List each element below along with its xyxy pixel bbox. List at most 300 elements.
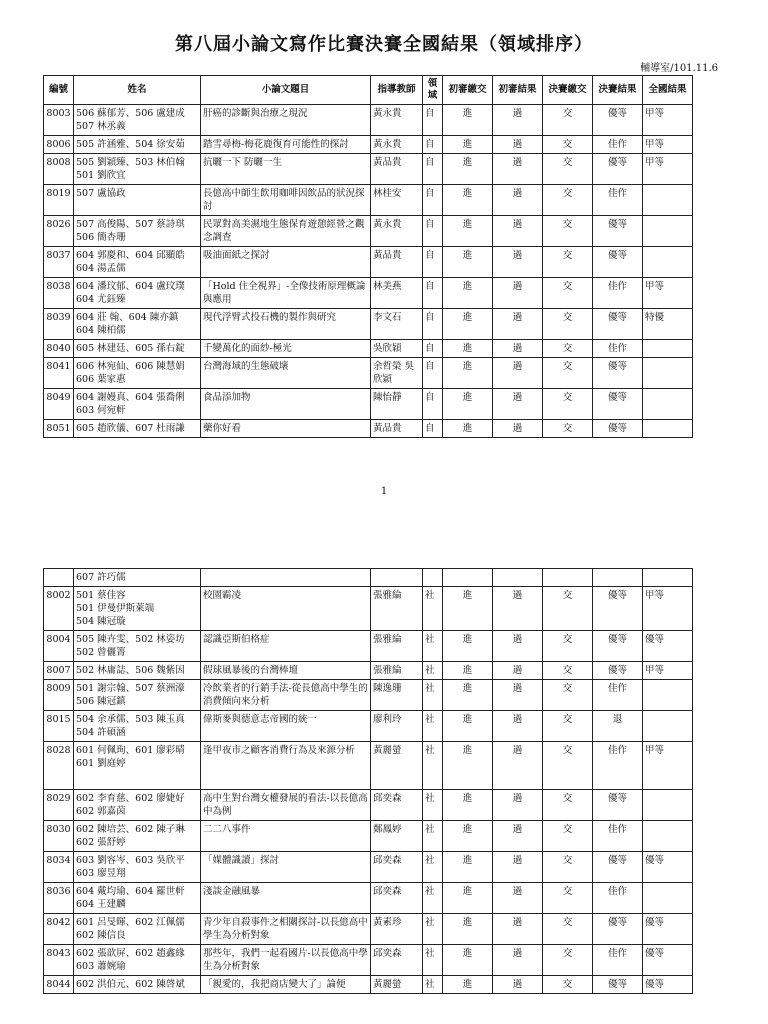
- cell-final-result: 佳作: [593, 945, 643, 976]
- cell-names: [74, 976, 201, 994]
- cell-final-submit: 交: [543, 680, 593, 711]
- student-name-line: 604 謝嫚真、604 張喬俐: [76, 392, 185, 403]
- cell-topic: 「親愛的，我把商店變大了」論便: [201, 976, 371, 994]
- student-name-line: 601 何佩珣、601 廖彩晴: [76, 745, 185, 756]
- cell-topic: 踏雪尋梅-梅花鹿復育可能性的探討: [201, 136, 371, 154]
- student-name-line: 602 李育慈、602 廖婕好: [76, 793, 185, 804]
- cell-number: 8036: [44, 883, 74, 914]
- cell-first-result: 過: [493, 662, 543, 680]
- cell-topic: 台灣海域的生態破壞: [201, 358, 371, 389]
- cell-final-result: 優等: [593, 662, 643, 680]
- cell-names: [74, 247, 201, 278]
- cell-number: 8006: [44, 136, 74, 154]
- cell-national-result: [643, 711, 693, 742]
- student-name-line: 603 蕭婉瑜: [76, 961, 126, 972]
- cell-national-result: 甲等: [643, 105, 693, 136]
- student-name-line: 501 蔡佳容: [76, 590, 126, 601]
- cell-first-result: 過: [493, 945, 543, 976]
- office-date: 輔導室/101.11.6: [640, 63, 718, 74]
- cell-first-result: 過: [493, 154, 543, 185]
- cell-teacher: 吳欣穎: [371, 340, 423, 358]
- cell-final-result: 佳作: [593, 883, 643, 914]
- cell-names: [74, 309, 201, 340]
- table-row: [44, 821, 693, 852]
- student-name-line: 604 湯孟儒: [76, 263, 126, 274]
- cell-names: [74, 389, 201, 420]
- cell-first-submit: 進: [443, 105, 493, 136]
- cell-final-submit: 交: [543, 309, 593, 340]
- cell-number: 8049: [44, 389, 74, 420]
- cell-final-result: 優等: [593, 154, 643, 185]
- cell-final-submit: 交: [543, 662, 593, 680]
- student-name-line: 607 許巧儒: [76, 572, 126, 583]
- cell-field: 社: [423, 821, 443, 852]
- student-name-line: 604 潘玟郁、604 盧玟璞: [76, 281, 185, 292]
- cell-teacher: 邱奕森: [371, 945, 423, 976]
- cell-final-result: 優等: [593, 914, 643, 945]
- cell-national-result: [643, 389, 693, 420]
- table-row: [44, 340, 693, 358]
- header-names: 姓名: [74, 76, 201, 105]
- cell-names: [74, 278, 201, 309]
- cell-national-result: 甲等: [643, 662, 693, 680]
- cell-teacher: 林美燕: [371, 278, 423, 309]
- cell-final-submit: 交: [543, 105, 593, 136]
- cell-first-submit: 進: [443, 587, 493, 631]
- cell-field: 社: [423, 711, 443, 742]
- cell-number: 8019: [44, 185, 74, 216]
- cell-number: 8042: [44, 914, 74, 945]
- cell-field: 社: [423, 976, 443, 994]
- cell-field: 社: [423, 631, 443, 662]
- cell-topic: 「Hold 住全視界」-全像技術原理概論與應用: [201, 278, 371, 309]
- cell-final-result: 佳作: [593, 185, 643, 216]
- table-row: [44, 569, 693, 587]
- cell-number: 8041: [44, 358, 74, 389]
- student-name-line: 601 劉庭婷: [76, 758, 126, 769]
- cell-teacher: 黃麗螢: [371, 742, 423, 790]
- cell-topic: 吸油面紙之探討: [201, 247, 371, 278]
- cell-topic: 二二八事件: [201, 821, 371, 852]
- cell-field: 自: [423, 247, 443, 278]
- cell-first-result: 過: [493, 883, 543, 914]
- cell-field: 社: [423, 680, 443, 711]
- cell-first-submit: 進: [443, 420, 493, 438]
- student-name-line: 505 許涵雅、504 徐安茹: [76, 139, 185, 150]
- cell-national-result: [643, 790, 693, 821]
- cell-final-result: 佳作: [593, 340, 643, 358]
- table-row: [44, 631, 693, 662]
- cell-first-submit: 進: [443, 852, 493, 883]
- header-final-result: 決賽結果: [593, 76, 643, 105]
- cell-number: 8029: [44, 790, 74, 821]
- cell-first-result: 過: [493, 278, 543, 309]
- cell-final-result: 優等: [593, 309, 643, 340]
- cell-names: [74, 852, 201, 883]
- results-table-page-2: [43, 568, 693, 994]
- cell-topic: 淺談金融風暴: [201, 883, 371, 914]
- cell-final-result: 佳作: [593, 742, 643, 790]
- document-title: 第八屆小論文寫作比賽決賽全國結果（領域排序）: [175, 34, 593, 55]
- cell-teacher: 邱奕森: [371, 852, 423, 883]
- cell-names: [74, 914, 201, 945]
- cell-number: 8051: [44, 420, 74, 438]
- student-name-line: 603 劉容岑、603 吳欣平: [76, 855, 185, 866]
- cell-topic: 千變萬化的面紗-極光: [201, 340, 371, 358]
- cell-field: 自: [423, 309, 443, 340]
- cell-teacher: 黃永貴: [371, 136, 423, 154]
- cell-first-submit: 進: [443, 309, 493, 340]
- cell-field: 自: [423, 154, 443, 185]
- cell-final-submit: 交: [543, 914, 593, 945]
- cell-final-result: 佳作: [593, 821, 643, 852]
- cell-final-submit: 交: [543, 821, 593, 852]
- student-name-line: 507 高俊陽、507 蔡詩琪: [76, 219, 185, 230]
- table-row: [44, 216, 693, 247]
- cell-topic: 校園霸凌: [201, 587, 371, 631]
- cell-final-submit: 交: [543, 852, 593, 883]
- student-name-line: 603 何宛軒: [76, 405, 126, 416]
- student-name-line: 601 呂旻暉、602 江佩儒: [76, 917, 185, 928]
- student-name-line: 505 劉穎臻、503 林伯翰: [76, 157, 185, 168]
- cell-teacher: 李文石: [371, 309, 423, 340]
- cell-first-submit: 進: [443, 711, 493, 742]
- cell-national-result: 甲等: [643, 742, 693, 790]
- cell-final-submit: 交: [543, 883, 593, 914]
- header-no: 編號: [44, 76, 74, 105]
- cell-names: [74, 420, 201, 438]
- cell-topic: 肝癌的診斷與治療之現況: [201, 105, 371, 136]
- cell-names: [74, 711, 201, 742]
- cell-first-submit: 進: [443, 821, 493, 852]
- cell-national-result: [643, 216, 693, 247]
- cell-final-submit: 交: [543, 216, 593, 247]
- cell-first-result: 過: [493, 914, 543, 945]
- document-page-1: [0, 0, 768, 508]
- cell-first-result: 過: [493, 216, 543, 247]
- cell-topic: 現代浮臂式投石機的製作與研究: [201, 309, 371, 340]
- cell-first-submit: 進: [443, 631, 493, 662]
- cell-names: [74, 742, 201, 790]
- cell-topic: 「媒體識讀」探討: [201, 852, 371, 883]
- student-name-line: 506 蘇郁芳、506 盧建成: [76, 108, 185, 119]
- cell-names: [74, 154, 201, 185]
- cell-first-submit: 進: [443, 136, 493, 154]
- cell-first-result: 過: [493, 680, 543, 711]
- cell-number: 8044: [44, 976, 74, 994]
- cell-national-result: [643, 680, 693, 711]
- table-row: [44, 358, 693, 389]
- cell-final-result: 優等: [593, 216, 643, 247]
- cell-final-result: 佳作: [593, 136, 643, 154]
- header-field: 領域: [423, 76, 443, 105]
- student-name-line: 604 戴均瑜、604 羅世軒: [76, 886, 185, 897]
- cell-field: 自: [423, 216, 443, 247]
- cell-names: [74, 662, 201, 680]
- cell-topic: 認識亞斯伯格症: [201, 631, 371, 662]
- student-name-line: 605 趙欣儀、607 杜雨謙: [76, 423, 185, 434]
- cell-names: [74, 790, 201, 821]
- table-row: [44, 945, 693, 976]
- cell-national-result: 甲等: [643, 136, 693, 154]
- student-name-line: 602 張舒婷: [76, 837, 126, 848]
- cell-number: 8043: [44, 945, 74, 976]
- cell-number: [44, 569, 74, 587]
- cell-first-result: 過: [493, 358, 543, 389]
- cell-field: 社: [423, 883, 443, 914]
- cell-first-submit: 進: [443, 945, 493, 976]
- cell-number: 8003: [44, 105, 74, 136]
- cell-number: 8007: [44, 662, 74, 680]
- cell-final-result: [593, 569, 643, 587]
- cell-national-result: [643, 821, 693, 852]
- student-name-line: 602 洪伯元、602 陳啓斌: [76, 979, 185, 990]
- cell-first-result: 過: [493, 587, 543, 631]
- cell-final-result: 優等: [593, 389, 643, 420]
- cell-teacher: 鄭鳳婷: [371, 821, 423, 852]
- student-name-line: 501 謝宗翰、507 蔡洲濠: [76, 683, 185, 694]
- cell-field: 社: [423, 662, 443, 680]
- student-name-line: 504 余承儒、503 陳玉真: [76, 714, 185, 725]
- cell-field: 自: [423, 278, 443, 309]
- cell-final-submit: 交: [543, 185, 593, 216]
- cell-number: 8039: [44, 309, 74, 340]
- student-name-line: 602 郭嘉茵: [76, 806, 126, 817]
- student-name-line: 506 陳冠鎮: [76, 696, 126, 707]
- cell-first-result: 過: [493, 631, 543, 662]
- student-name-line: 501 伊曼伊斯萊端: [76, 603, 155, 614]
- cell-names: [74, 136, 201, 154]
- cell-teacher: 黃品貴: [371, 247, 423, 278]
- cell-names: [74, 358, 201, 389]
- cell-final-submit: 交: [543, 154, 593, 185]
- cell-final-result: 佳作: [593, 278, 643, 309]
- cell-first-submit: 進: [443, 680, 493, 711]
- cell-national-result: 優等: [643, 945, 693, 976]
- cell-first-result: 過: [493, 185, 543, 216]
- student-name-line: 506 簡杏珊: [76, 232, 126, 243]
- cell-first-result: 過: [493, 790, 543, 821]
- cell-final-submit: 交: [543, 976, 593, 994]
- student-name-line: 604 尤鈺臻: [76, 294, 126, 305]
- cell-national-result: [643, 569, 693, 587]
- cell-field: 自: [423, 136, 443, 154]
- table-row: [44, 185, 693, 216]
- cell-number: 8009: [44, 680, 74, 711]
- table-row: [44, 883, 693, 914]
- cell-final-submit: 交: [543, 790, 593, 821]
- cell-first-result: 過: [493, 711, 543, 742]
- cell-teacher: 廖利玲: [371, 711, 423, 742]
- cell-first-result: [493, 569, 543, 587]
- cell-number: 8030: [44, 821, 74, 852]
- cell-number: 8015: [44, 711, 74, 742]
- cell-national-result: 優等: [643, 976, 693, 994]
- cell-national-result: 甲等: [643, 154, 693, 185]
- cell-names: [74, 105, 201, 136]
- cell-first-submit: 進: [443, 340, 493, 358]
- cell-teacher: 黃素珍: [371, 914, 423, 945]
- cell-first-result: 過: [493, 105, 543, 136]
- cell-names: [74, 340, 201, 358]
- cell-topic: 逢甲夜市之顧客消費行為及來源分析: [201, 742, 371, 790]
- cell-teacher: 張雅綸: [371, 587, 423, 631]
- header-first-result: 初審結果: [493, 76, 543, 105]
- cell-final-result: 退: [593, 711, 643, 742]
- cell-first-result: 過: [493, 247, 543, 278]
- cell-national-result: [643, 185, 693, 216]
- cell-final-submit: 交: [543, 389, 593, 420]
- header-first-submit: 初審繳交: [443, 76, 493, 105]
- cell-topic: 假球風暴後的台灣棒壇: [201, 662, 371, 680]
- cell-field: 自: [423, 389, 443, 420]
- cell-final-result: 優等: [593, 790, 643, 821]
- cell-national-result: [643, 883, 693, 914]
- cell-national-result: 特優: [643, 309, 693, 340]
- cell-topic: 食品添加物: [201, 389, 371, 420]
- cell-names: [74, 883, 201, 914]
- cell-number: 8026: [44, 216, 74, 247]
- cell-number: 8028: [44, 742, 74, 790]
- cell-final-result: 優等: [593, 852, 643, 883]
- cell-teacher: 黃永貴: [371, 105, 423, 136]
- student-name-line: 604 郭慶和、604 邱顯皓: [76, 250, 185, 261]
- cell-national-result: 優等: [643, 914, 693, 945]
- cell-national-result: [643, 340, 693, 358]
- header-final-submit: 決賽繳交: [543, 76, 593, 105]
- cell-national-result: 甲等: [643, 587, 693, 631]
- cell-names: [74, 631, 201, 662]
- cell-field: 社: [423, 790, 443, 821]
- cell-teacher: 余哲榮 吳欣穎: [371, 358, 423, 389]
- student-name-line: 602 陳培芸、602 陳子琳: [76, 824, 185, 835]
- cell-national-result: [643, 358, 693, 389]
- table-row: [44, 278, 693, 309]
- table-row: [44, 914, 693, 945]
- cell-final-submit: 交: [543, 711, 593, 742]
- cell-topic: 青少年自殺事件之相關探討-以長億高中學生為分析對象: [201, 914, 371, 945]
- cell-teacher: 邱奕森: [371, 790, 423, 821]
- results-table-page-1: [43, 75, 693, 438]
- cell-number: 8040: [44, 340, 74, 358]
- cell-names: [74, 680, 201, 711]
- table-header-row: [44, 76, 693, 105]
- cell-topic: 那些年，我們一起看國片-以長億高中學生為分析對象: [201, 945, 371, 976]
- student-name-line: 501 劉欣宜: [76, 170, 126, 181]
- cell-teacher: 陳怡靜: [371, 389, 423, 420]
- cell-first-result: 過: [493, 742, 543, 790]
- cell-first-result: 過: [493, 976, 543, 994]
- table-row: [44, 420, 693, 438]
- cell-final-result: 優等: [593, 976, 643, 994]
- header-topic: 小論文題目: [201, 76, 371, 105]
- cell-teacher: 邱奕森: [371, 883, 423, 914]
- cell-topic: 高中生對台灣女權發展的看法-以長億高中為例: [201, 790, 371, 821]
- student-name-line: 504 陳冠璇: [76, 616, 126, 627]
- cell-first-submit: [443, 569, 493, 587]
- student-name-line: 504 許碩涵: [76, 727, 126, 738]
- cell-names: [74, 821, 201, 852]
- header-teacher: 指導教師: [371, 76, 423, 105]
- cell-final-result: 優等: [593, 105, 643, 136]
- cell-teacher: 黃永貴: [371, 216, 423, 247]
- cell-number: 8008: [44, 154, 74, 185]
- cell-teacher: 林桂安: [371, 185, 423, 216]
- cell-first-submit: 進: [443, 216, 493, 247]
- cell-first-result: 過: [493, 852, 543, 883]
- cell-first-submit: 進: [443, 278, 493, 309]
- cell-names: [74, 569, 201, 587]
- table-row: [44, 105, 693, 136]
- cell-first-result: 過: [493, 136, 543, 154]
- student-name-line: 606 葉家惠: [76, 374, 126, 385]
- student-name-line: 505 陳卉雯、502 林姿坊: [76, 634, 185, 645]
- table-row: [44, 742, 693, 790]
- cell-first-submit: 進: [443, 662, 493, 680]
- cell-first-submit: 進: [443, 358, 493, 389]
- cell-final-submit: 交: [543, 742, 593, 790]
- cell-teacher: 黃麗螢: [371, 976, 423, 994]
- cell-first-submit: 進: [443, 883, 493, 914]
- cell-final-submit: [543, 569, 593, 587]
- cell-number: 8037: [44, 247, 74, 278]
- table-row: [44, 136, 693, 154]
- cell-first-result: 過: [493, 309, 543, 340]
- cell-final-submit: 交: [543, 631, 593, 662]
- table-row: [44, 711, 693, 742]
- cell-field: [423, 569, 443, 587]
- cell-topic: [201, 569, 371, 587]
- table-row: [44, 389, 693, 420]
- student-name-line: 606 林宛仙、606 陳慧娟: [76, 361, 185, 372]
- cell-first-submit: 進: [443, 247, 493, 278]
- student-name-line: 604 王建麟: [76, 899, 126, 910]
- cell-number: 8034: [44, 852, 74, 883]
- student-name-line: 507 盧協政: [76, 188, 126, 199]
- cell-names: [74, 216, 201, 247]
- cell-final-submit: 交: [543, 420, 593, 438]
- student-name-line: 602 陳信良: [76, 930, 126, 941]
- cell-national-result: 甲等: [643, 278, 693, 309]
- cell-teacher: 張雅綸: [371, 662, 423, 680]
- student-name-line: 605 林建廷、605 孫右錠: [76, 343, 185, 354]
- table-row: [44, 309, 693, 340]
- cell-national-result: [643, 247, 693, 278]
- cell-final-result: 佳作: [593, 680, 643, 711]
- student-name-line: 604 陳柏儒: [76, 325, 126, 336]
- cell-final-submit: 交: [543, 587, 593, 631]
- student-name-line: 507 林丞義: [76, 121, 126, 132]
- cell-field: 社: [423, 852, 443, 883]
- student-name-line: 502 曾儷箐: [76, 647, 126, 658]
- cell-first-submit: 進: [443, 154, 493, 185]
- cell-number: 8038: [44, 278, 74, 309]
- table-row: [44, 852, 693, 883]
- cell-field: 自: [423, 185, 443, 216]
- cell-national-result: [643, 420, 693, 438]
- student-name-line: 602 張歆屏、602 趙鑫緣: [76, 948, 185, 959]
- cell-field: 社: [423, 945, 443, 976]
- cell-final-result: 優等: [593, 247, 643, 278]
- cell-final-result: 優等: [593, 420, 643, 438]
- cell-topic: 藥你好看: [201, 420, 371, 438]
- cell-first-submit: 進: [443, 914, 493, 945]
- cell-first-submit: 進: [443, 185, 493, 216]
- cell-topic: 偉斯麥與德意志帝國的統一: [201, 711, 371, 742]
- cell-number: 8004: [44, 631, 74, 662]
- cell-first-result: 過: [493, 340, 543, 358]
- table-row: [44, 247, 693, 278]
